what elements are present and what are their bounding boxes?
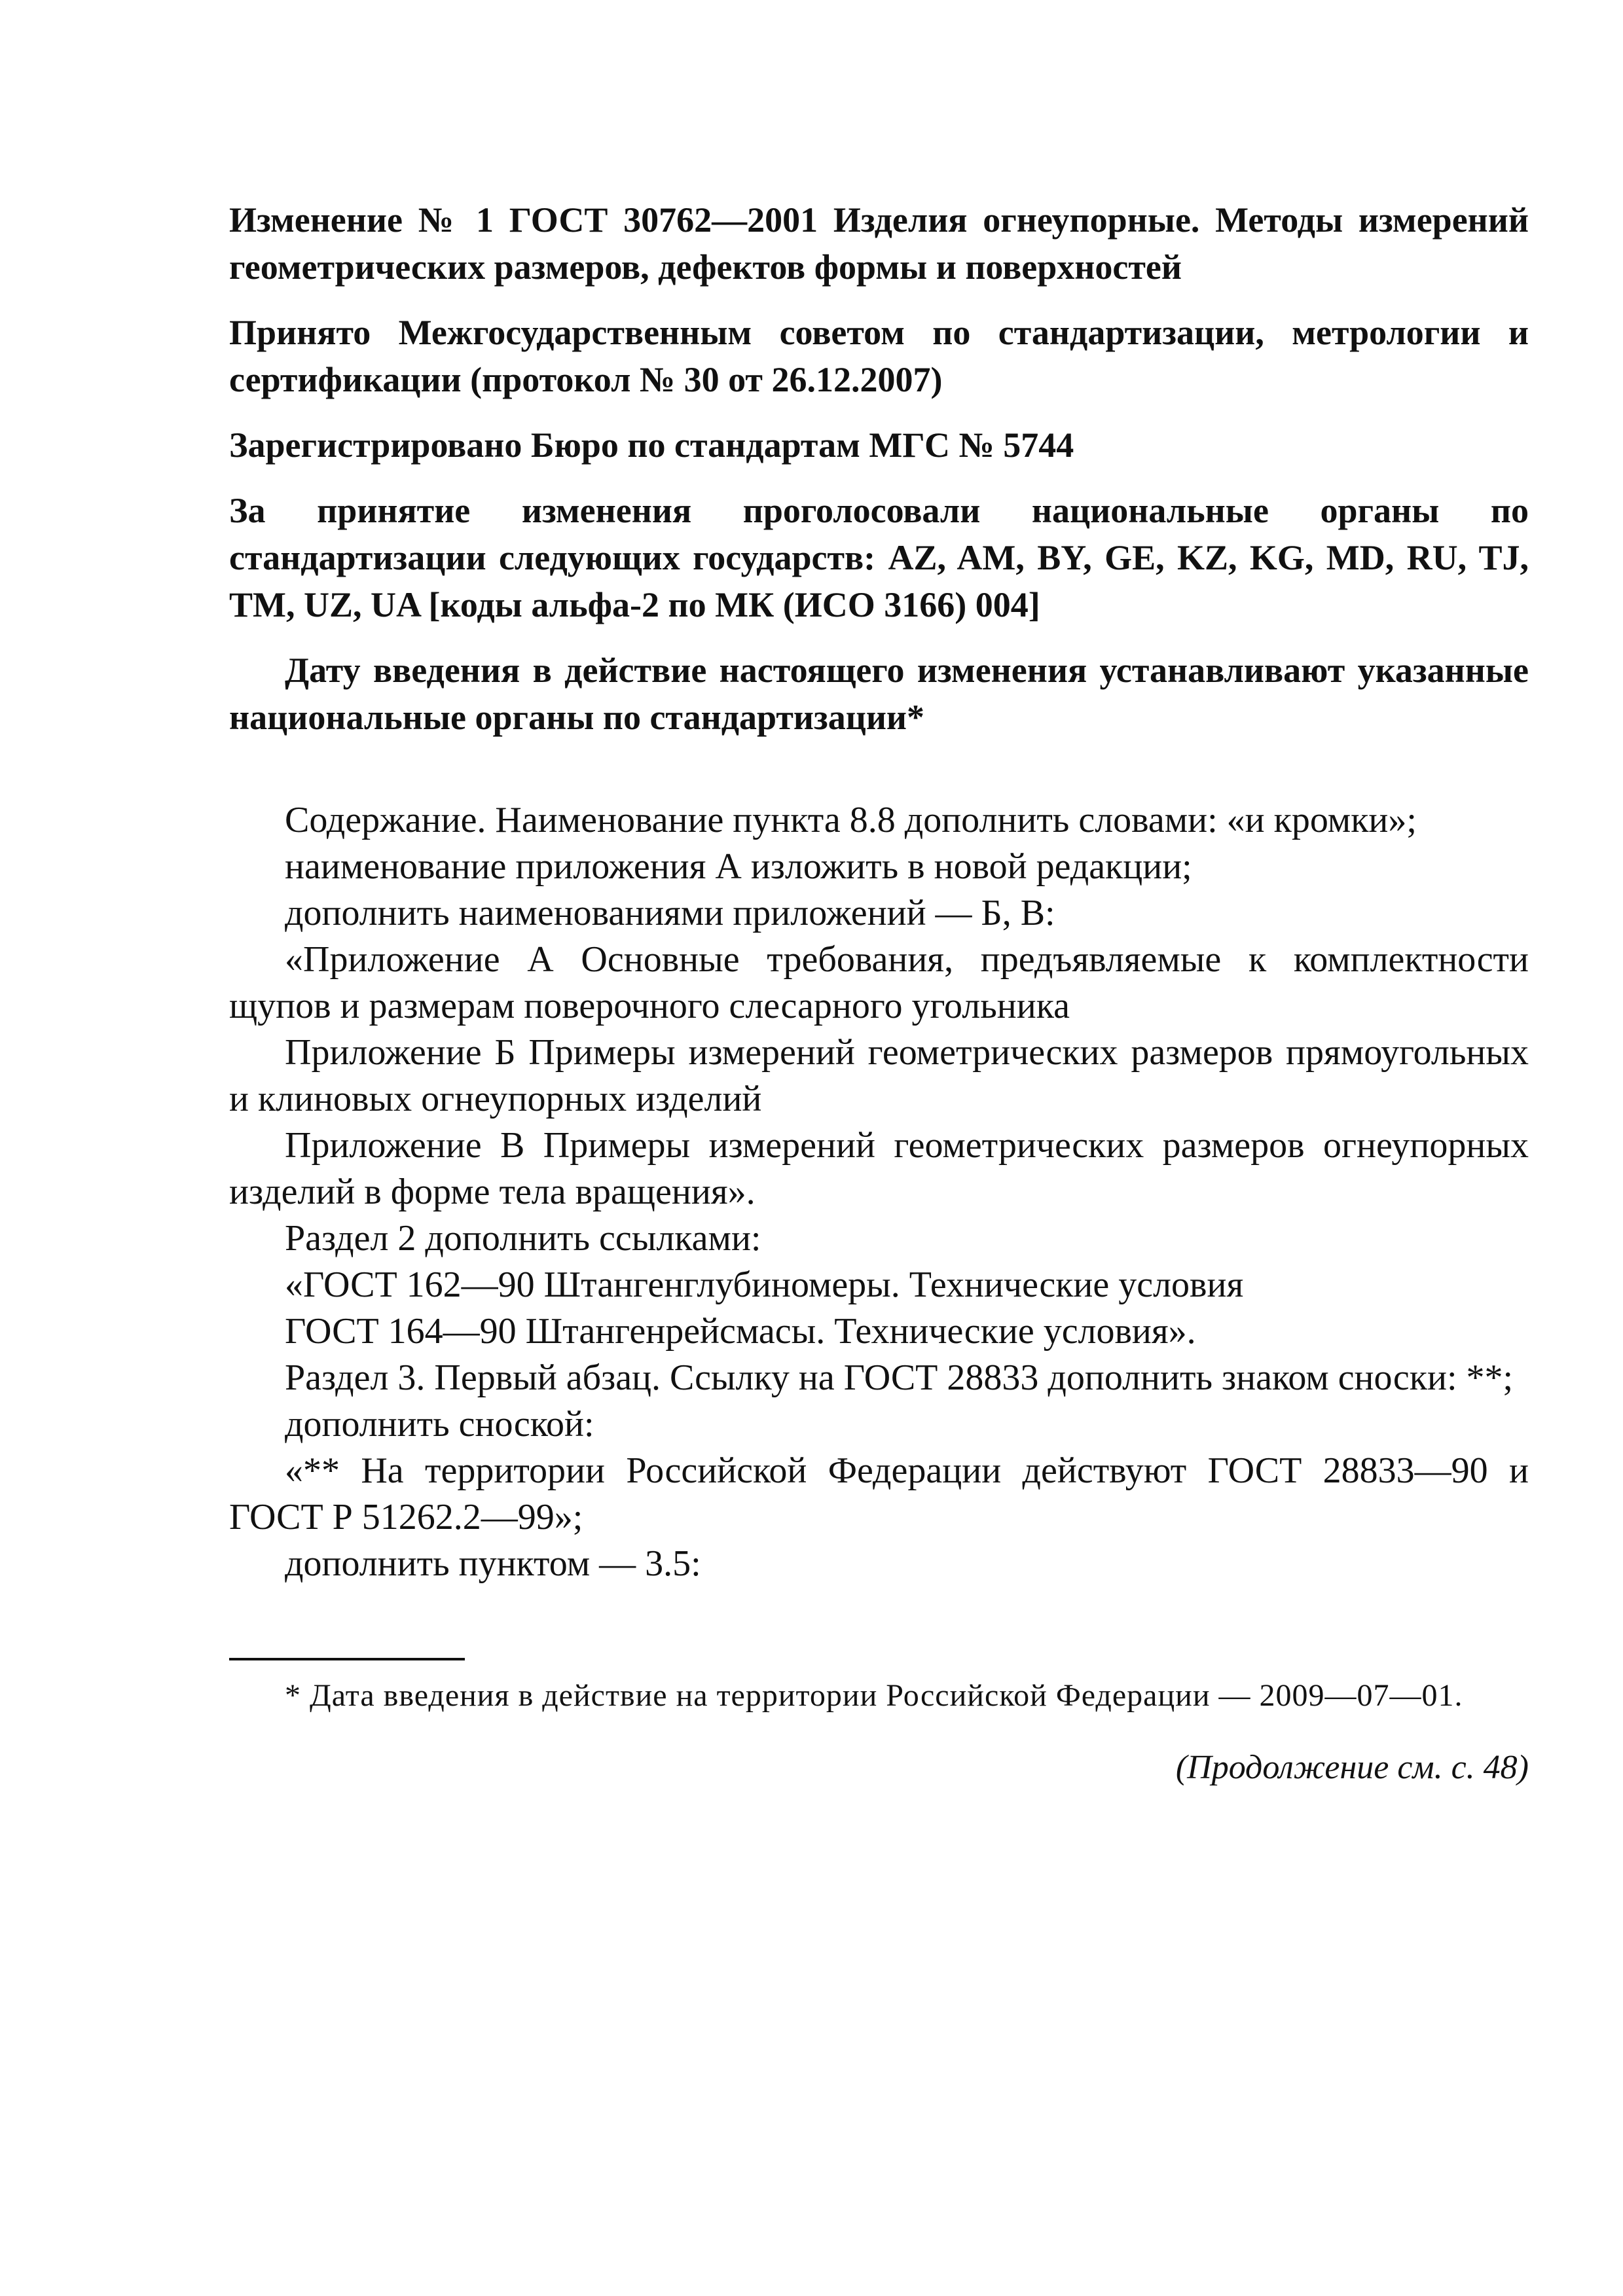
body-paragraph: Приложение Б Примеры измерений геометрических размеров прямоугольных и клиновых огнеупорных изделий xyxy=(229,1032,1529,1119)
body-paragraph: «Приложение А Основные требования, предъявляемые к комплектности щупов и размерам поверочного слесарного угольника xyxy=(229,939,1529,1026)
body-paragraph: Содержание. Наименование пункта 8.8 дополнить словами: «и кромки»; xyxy=(285,800,1417,840)
effective-date-statement: Дату введения в действие настоящего изменения устанавливают указанные национальные органы по стандартизации* xyxy=(229,651,1529,737)
body-paragraph: Раздел 3. Первый абзац. Ссылку на ГОСТ 28833 дополнить знаком сноски: **; xyxy=(285,1357,1514,1398)
amendment-body xyxy=(229,797,1529,1587)
document-page xyxy=(229,196,1529,1789)
body-paragraph: «ГОСТ 162—90 Штангенглубиномеры. Технические условия xyxy=(285,1265,1244,1305)
body-paragraph: Приложение В Примеры измерений геометрических размеров огнеупорных изделий в форме тела вращения». xyxy=(229,1125,1529,1212)
body-paragraph: дополнить наименованиями приложений — Б, В: xyxy=(285,893,1055,933)
voting-statement: За принятие изменения проголосовали национальные органы по стандартизации следующих государств: AZ, AM, BY, GE, KZ, KG, MD, RU, TJ, TM, UZ, UA [коды альфа-2 по МК (ИСО 3166) 004] xyxy=(229,491,1529,624)
body-paragraph: ГОСТ 164—90 Штангенрейсмасы. Технические условия». xyxy=(285,1311,1196,1352)
body-paragraph: «** На территории Российской Федерации действуют ГОСТ 28833—90 и ГОСТ Р 51262.2—99»; xyxy=(229,1450,1529,1537)
body-paragraph: Раздел 2 дополнить ссылками: xyxy=(285,1218,761,1259)
registration-statement: Зарегистрировано Бюро по стандартам МГС № 5744 xyxy=(229,425,1074,465)
body-paragraph: дополнить сноской: xyxy=(285,1404,594,1444)
continuation-note: (Продолжение см. с. 48) xyxy=(1175,1749,1529,1786)
body-paragraph: дополнить пунктом — 3.5: xyxy=(285,1543,701,1584)
body-paragraph: наименование приложения А изложить в новой редакции; xyxy=(285,846,1192,887)
footnote-divider xyxy=(229,1658,465,1660)
adoption-statement: Принято Межгосударственным советом по стандартизации, метрологии и сертификации (протокол № 30 от 26.12.2007) xyxy=(229,313,1529,399)
footnote: * Дата введения в действие на территории Российской Федерации — 2009—07—01. xyxy=(285,1678,1463,1713)
amendment-title: Изменение № 1 ГОСТ 30762—2001 Изделия огнеупорные. Методы измерений геометрических размеров, дефектов формы и поверхностей xyxy=(229,200,1529,287)
